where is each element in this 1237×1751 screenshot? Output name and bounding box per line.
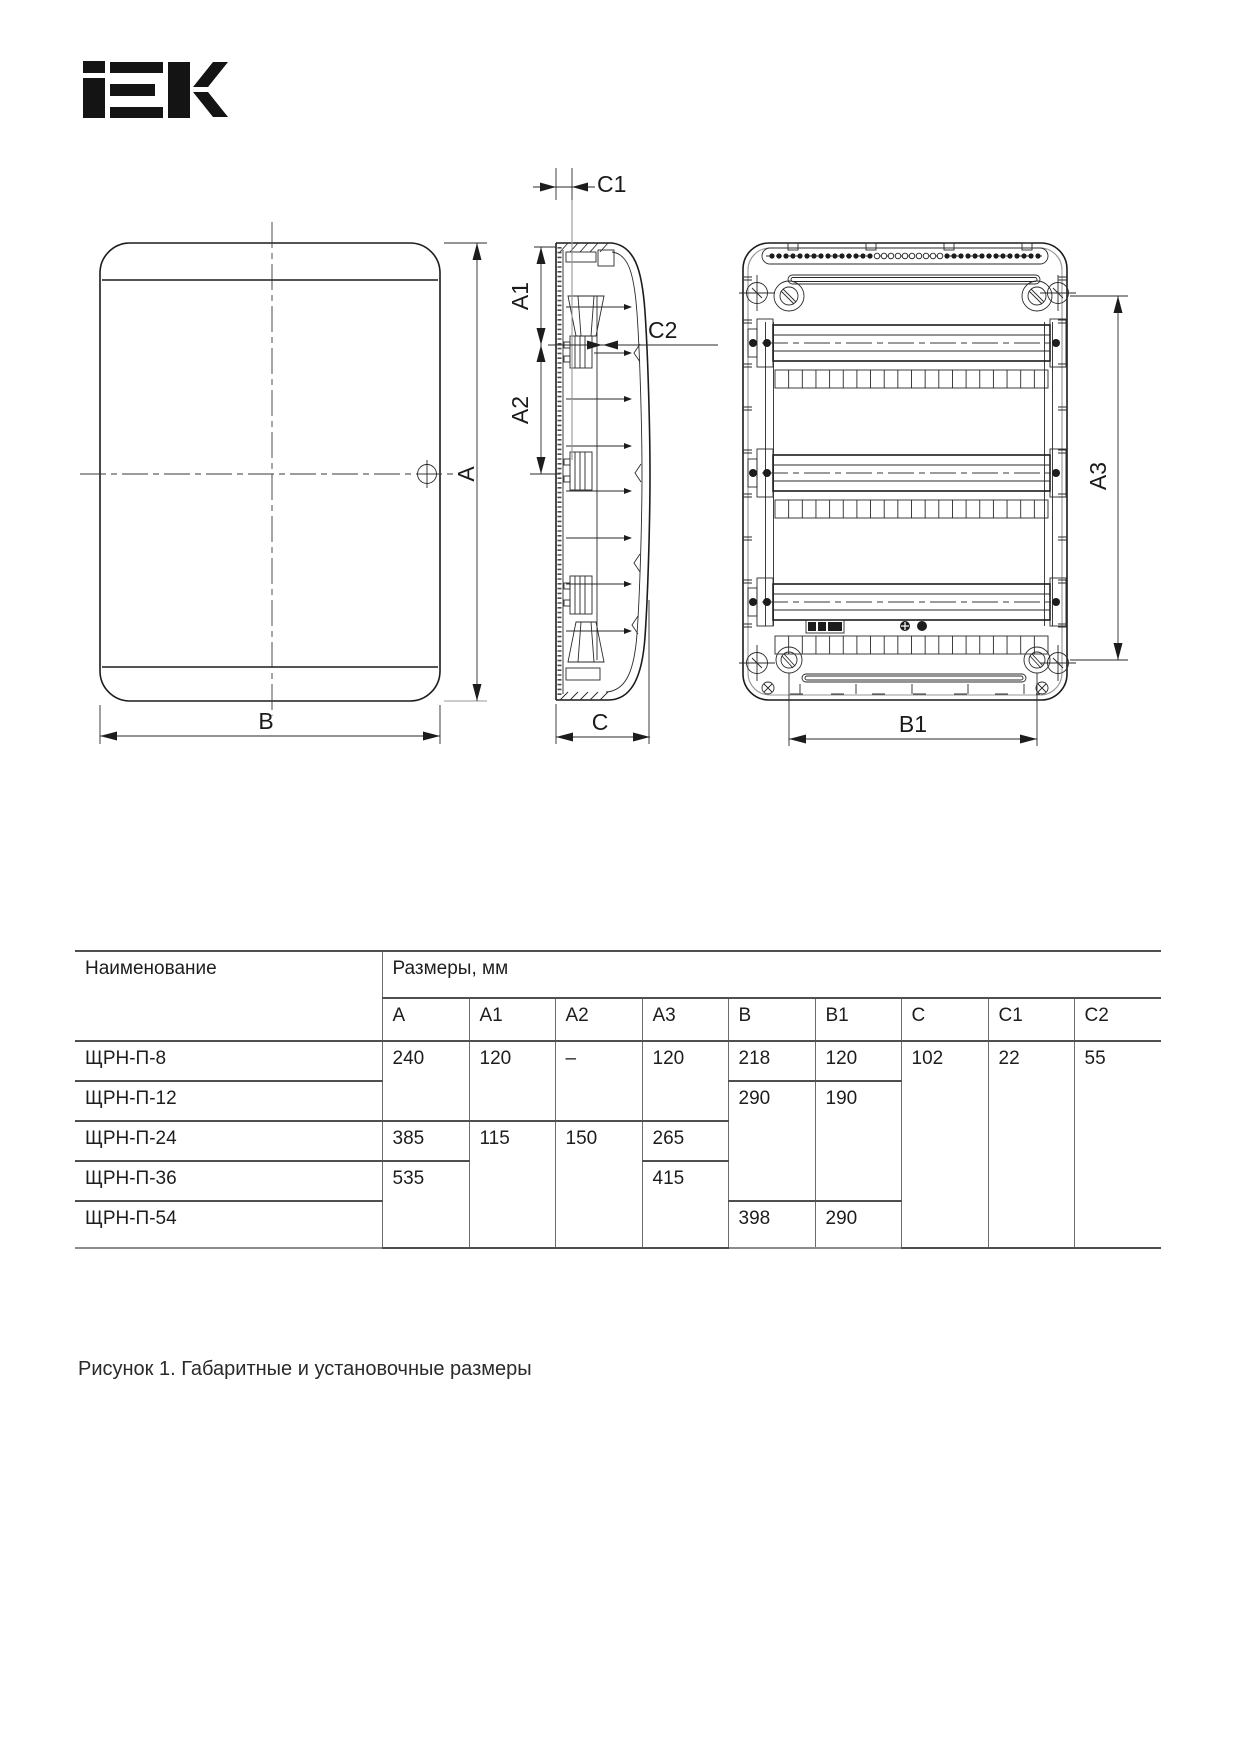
- value-c: 102: [901, 1041, 988, 1248]
- mount-screw-bottom-right: [1024, 647, 1050, 673]
- col-group-sizes: Размеры, мм: [382, 951, 1161, 998]
- value-b1: 290: [815, 1201, 901, 1248]
- value-b: 398: [728, 1201, 815, 1248]
- value-a2: –: [555, 1041, 642, 1121]
- value-a: 535: [382, 1161, 469, 1248]
- dim-label-a3: A3: [1085, 461, 1111, 491]
- comb-strip-2: [775, 500, 1048, 518]
- value-b1: 190: [815, 1081, 901, 1201]
- dimensions-table-wrap: [75, 950, 1161, 1249]
- col-header-c: С: [901, 998, 988, 1041]
- edge-ticks: [743, 277, 1067, 627]
- dim-label-b1: B1: [898, 711, 928, 737]
- dim-label-c1: C1: [597, 171, 627, 197]
- front-view: [80, 222, 487, 744]
- model-name: ЩРН-П-36: [75, 1161, 382, 1201]
- din-rail-3: [748, 578, 1066, 626]
- table-row: [75, 1041, 1161, 1081]
- value-a3: 120: [642, 1041, 728, 1121]
- hatch-top: [560, 243, 608, 252]
- dimension-drawing: [0, 0, 1237, 800]
- col-header-a: А: [382, 998, 469, 1041]
- din-rail-2: [748, 449, 1066, 497]
- dim-label-a: A: [453, 466, 479, 482]
- rating-label: [806, 620, 844, 633]
- model-name: ЩРН-П-12: [75, 1081, 382, 1121]
- pins: [566, 304, 632, 634]
- dim-A2: [507, 345, 560, 474]
- figure-caption: Рисунок 1. Габаритные и установочные размеры: [78, 1358, 532, 1380]
- value-a3: 265: [642, 1121, 728, 1161]
- model-name: ЩРН-П-54: [75, 1201, 382, 1248]
- value-a: 385: [382, 1121, 469, 1161]
- top-knockout-strip: [762, 243, 1048, 264]
- value-a: 240: [382, 1041, 469, 1121]
- value-b: 290: [728, 1081, 815, 1201]
- value-c2: 55: [1074, 1041, 1161, 1248]
- col-header-c2: С2: [1074, 998, 1161, 1041]
- din-rail-1: [748, 319, 1066, 367]
- dim-label-a1: A1: [507, 281, 533, 311]
- rear-view: [739, 243, 1128, 746]
- mount-screw-top-left: [774, 281, 804, 311]
- value-a1: 115: [469, 1121, 555, 1248]
- dim-label-b: B: [258, 708, 274, 734]
- lock-blocks: [564, 336, 592, 614]
- value-a3: 415: [642, 1161, 728, 1248]
- dim-label-c: C: [591, 709, 609, 735]
- value-b: 218: [728, 1041, 815, 1081]
- model-name: ЩРН-П-8: [75, 1041, 382, 1081]
- col-header-a2: А2: [555, 998, 642, 1041]
- value-c1: 22: [988, 1041, 1074, 1248]
- col-header-b: В: [728, 998, 815, 1041]
- value-a2: 150: [555, 1121, 642, 1248]
- ground-screws: [900, 621, 927, 631]
- dim-B: [100, 705, 440, 744]
- dim-label-c2: C2: [648, 317, 678, 343]
- top-slot: [788, 275, 1040, 284]
- col-header-name: Наименование: [75, 951, 382, 1041]
- comb-strip-3: [775, 636, 1048, 654]
- col-header-a3: А3: [642, 998, 728, 1041]
- value-b1: 120: [815, 1041, 901, 1081]
- col-header-b1: В1: [815, 998, 901, 1041]
- col-header-a1: А1: [469, 998, 555, 1041]
- dimensions-table: [75, 950, 1161, 1249]
- dim-B1: [789, 673, 1037, 746]
- hatch-bottom: [560, 692, 608, 700]
- comb-strip-1: [775, 370, 1048, 388]
- dim-A3: [1070, 296, 1128, 660]
- bottom-slot: [802, 674, 1026, 682]
- side-view: [507, 168, 718, 744]
- bottom-corner-screws: [762, 682, 1048, 694]
- keyhole-bottom-left: [739, 645, 775, 681]
- value-a1: 120: [469, 1041, 555, 1121]
- dim-A1: [507, 247, 556, 345]
- model-name: ЩРН-П-24: [75, 1121, 382, 1161]
- dim-C: [556, 600, 650, 744]
- col-header-c1: С1: [988, 998, 1074, 1041]
- dim-A: [444, 243, 487, 701]
- bottom-dashes: [790, 684, 1040, 694]
- dim-label-a2: A2: [507, 395, 533, 425]
